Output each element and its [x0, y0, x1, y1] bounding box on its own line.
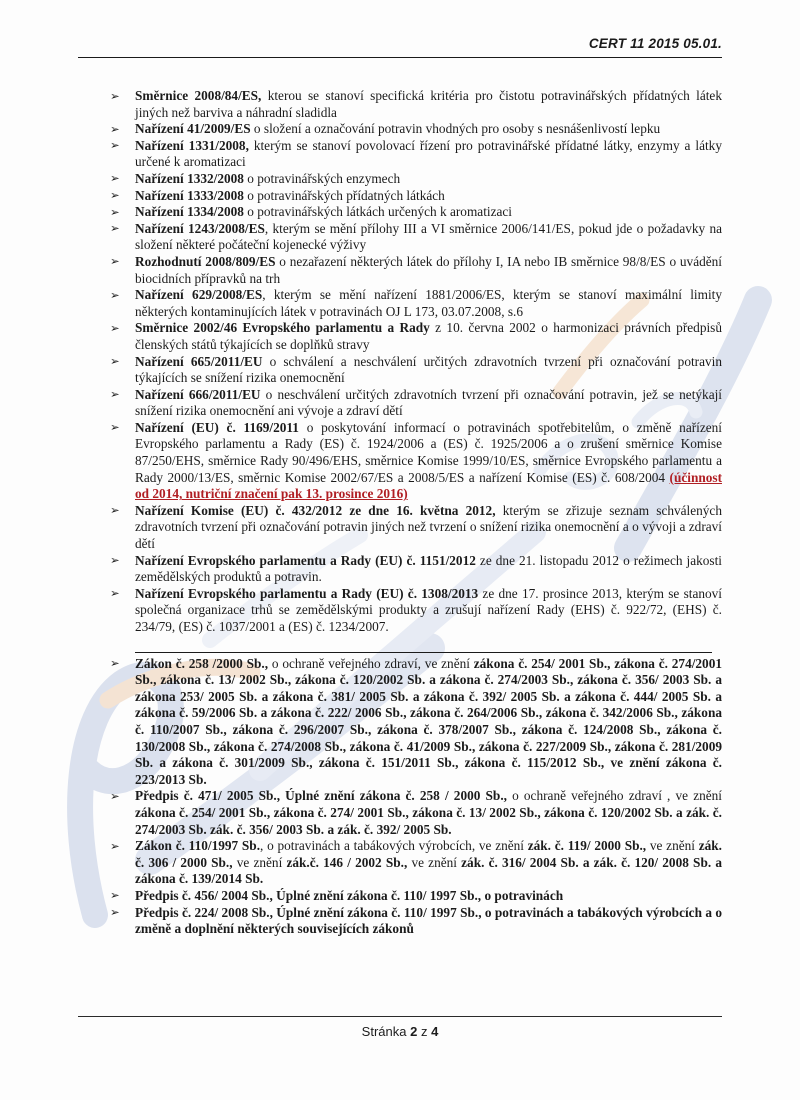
item-text: Nařízení 1331/2008, kterým se stanoví povolovací řízení pro potravinářské přídatné látky, enzymy a látky určené k aromatizaci: [135, 137, 722, 170]
item-text: Nařízení 1333/2008 o potravinářských přídatných látkách: [135, 187, 445, 203]
arrow-bullet-icon: ➢: [110, 171, 120, 186]
regulation-list: [78, 88, 722, 938]
item-text: Nařízení 1243/2008/ES, kterým se mění přílohy III a VI směrnice 2006/141/ES, pokud jde o požadavky na složení některé počáteční kojenecké výživy: [135, 220, 723, 253]
page-of-word: z: [420, 1024, 428, 1039]
arrow-bullet-icon: ➢: [110, 888, 120, 903]
footer: [78, 1016, 722, 1039]
list-item: [78, 387, 722, 420]
arrow-bullet-icon: ➢: [110, 138, 120, 153]
item-text: Nařízení 666/2011/EU o neschválení určitých zdravotních tvrzení při označování potravin, jež se netýkají snížení rizika onemocnění ani vývoje a zdraví dětí: [135, 386, 722, 419]
header: [78, 36, 722, 58]
arrow-bullet-icon: ➢: [110, 221, 120, 236]
item-text: Nařízení (EU) č. 1169/2011 o poskytování informací o potravinách spotřebitelům, o změně nařízení Evropského parlamentu a Rady (ES) č. 1924/2006 a (ES) č. 1925/2006 a o zrušení směrnice Komise 87/250/EHS, směrnice Rady 90/496/EHS, směrnice Komise 1999/10/ES, směrnice Evropského parlamentu a Rady 2000/13/ES, směrnic Komise 2002/67/ES a 2008/5/ES a nařízení Komise (ES) č. 608/2004 (účinnost od 2014, nutriční značení pak 13. prosince 2016): [135, 419, 723, 502]
list-item: [78, 254, 722, 287]
arrow-bullet-icon: ➢: [110, 121, 120, 136]
page-total: 4: [431, 1024, 439, 1039]
list-item: [78, 171, 722, 188]
item-text: Nařízení 1334/2008 o potravinářských látkách určených k aromatizaci: [135, 204, 512, 220]
list-item: [78, 287, 722, 320]
arrow-bullet-icon: ➢: [110, 586, 120, 601]
arrow-bullet-icon: ➢: [110, 553, 120, 568]
arrow-bullet-icon: ➢: [110, 387, 120, 402]
arrow-bullet-icon: ➢: [110, 420, 120, 435]
item-text: Rozhodnutí 2008/809/ES o nezařazení některých látek do přílohy I, IA nebo IB směrnice 98/8/ES o uvádění biocidních přípravků na trh: [135, 253, 722, 286]
page-number: 2: [410, 1024, 418, 1039]
list-item: [78, 838, 722, 888]
list-item: [78, 121, 722, 138]
arrow-bullet-icon: ➢: [110, 838, 120, 853]
arrow-bullet-icon: ➢: [110, 354, 120, 368]
arrow-bullet-icon: ➢: [110, 503, 120, 518]
list-item: [78, 553, 722, 586]
list-item: [78, 905, 722, 938]
page-label: Stránka: [361, 1024, 407, 1039]
item-text: Nařízení 1332/2008 o potravinářských enzymech: [135, 170, 401, 186]
list-item: [78, 420, 722, 503]
arrow-bullet-icon: ➢: [110, 188, 120, 203]
list-item: [78, 221, 722, 254]
item-text: Předpis č. 224/ 2008 Sb., Úplné znění zákona č. 110/ 1997 Sb., o potravinách a tabákových výrobcích a o změně a doplnění některých souvisejících zákonů: [135, 904, 722, 937]
list-item: [78, 138, 722, 171]
list-item: [78, 188, 722, 205]
item-text: Nařízení Komise (EU) č. 432/2012 ze dne 16. května 2012, kterým se zřizuje seznam schválených zdravotních tvrzení při označování potravin jiných než tvrzení o snížení rizika onemocnění a o vývoji a zdraví dětí: [135, 502, 722, 552]
arrow-bullet-icon: ➢: [110, 905, 120, 919]
item-text: Nařízení Evropského parlamentu a Rady (EU) č. 1308/2013 ze dne 17. prosince 2013, kterým se stanoví společná organizace trhů se zemědělskými produkty a zrušují nařízení Rady (EHS) č. 922/72, (EHS) č. 234/79, (ES) č. 1037/2001 a (ES) č. 1234/2007.: [135, 585, 722, 634]
item-text: Zákon č. 110/1997 Sb., o potravinách a tabákových výrobcích, ve znění zák. č. 119/ 2000 Sb., ve znění zák. č. 306 / 2000 Sb., ve znění zák.č. 146 / 2002 Sb., ve znění zák. č. 316/ 2004 Sb. a zák. č. 120/ 2008 Sb. a zákona č. 139/2014 Sb.: [135, 838, 722, 887]
item-text: Směrnice 2008/84/ES, kterou se stanoví specifická kritéria pro čistotu potravinářských přídatných látek jiných než barviva a náhradní sladidla: [135, 88, 722, 120]
item-text: Nařízení 665/2011/EU o schválení a neschválení určitých zdravotních tvrzení při označování potravin týkajících se snížení rizika onemocnění: [135, 353, 722, 386]
arrow-bullet-icon: ➢: [110, 88, 120, 103]
list-item: [78, 88, 722, 121]
item-text: Nařízení 41/2009/ES o složení a označování potravin vhodných pro osoby s nesnášenlivostí lepku: [135, 121, 661, 137]
list-item: [78, 320, 722, 353]
list-item: [78, 354, 722, 387]
arrow-bullet-icon: ➢: [110, 788, 120, 803]
item-text: Nařízení Evropského parlamentu a Rady (EU) č. 1151/2012 ze dne 21. listopadu 2012 o režimech jakosti zemědělských produktů a potravin.: [135, 552, 722, 585]
arrow-bullet-icon: ➢: [110, 254, 120, 269]
item-text: Směrnice 2002/46 Evropského parlamentu a Rady z 10. června 2002 o harmonizaci právních předpisů členských států týkajících se doplňků stravy: [135, 320, 722, 352]
list-item: [78, 586, 722, 636]
document-code: CERT 11 2015 05.01.: [588, 36, 722, 51]
list-item: [78, 656, 722, 789]
list-item: [78, 788, 722, 838]
list-item: [78, 503, 722, 553]
list-item: [78, 204, 722, 221]
arrow-bullet-icon: ➢: [110, 320, 120, 335]
item-text: Předpis č. 471/ 2005 Sb., Úplné znění zákona č. 258 / 2000 Sb., o ochraně veřejného zdraví , ve znění zákona č. 254/ 2001 Sb., zákona č. 274/ 2001 Sb., zákona č. 13/ 2002 Sb., zákona č. 120/2002 Sb. a zák. č. 274/2003 Sb. zák. č. 356/ 2003 Sb. a zák. č. 392/ 2005 Sb.: [135, 788, 723, 837]
arrow-bullet-icon: ➢: [110, 287, 120, 302]
arrow-bullet-icon: ➢: [110, 204, 120, 219]
list-item: [78, 888, 722, 905]
item-text: Předpis č. 456/ 2004 Sb., Úplné znění zákona č. 110/ 1997 Sb., o potravinách: [135, 887, 564, 903]
item-text: Zákon č. 258 /2000 Sb., o ochraně veřejného zdraví, ve znění zákona č. 254/ 2001 Sb., zákona č. 274/2001 Sb., zákona č. 13/ 2002 Sb., zákona č. 120/2002 Sb. a zákona č. 274/2003 Sb., zákona č. 356/ 2003 Sb. a zákona 253/ 2005 Sb. a zákona č. 381/ 2005 Sb. a zákona č. 392/ 2005 Sb. a zákona č. 444/ 2005 Sb. a zákona č. 59/2006 Sb. a zákona č. 222/ 2006 Sb., zákona č. 264/2006 Sb., zákona č. 342/2006 Sb., zákona č. 110/2007 Sb., zákona č. 296/2007 Sb., zákona č. 378/2007 Sb., zákona č. 124/2008 Sb., zákona č. 130/2008 Sb., zákona č. 274/2008 Sb., zákona č. 41/2009 Sb., zákona č. 227/2009 Sb., zákona č. 281/2009 Sb. a zákona č. 301/2009 Sb., zákona č. 151/2011 Sb., zákona č. 115/2012 Sb., ve znění zákona č. 223/2013 Sb.: [135, 655, 723, 787]
item-text: Nařízení 629/2008/ES, kterým se mění nařízení 1881/2006/ES, kterým se stanoví maximální limity některých kontaminujících látek v potravinách OJ L 173, 03.07.2008, s.6: [135, 287, 722, 319]
arrow-bullet-icon: ➢: [110, 656, 120, 671]
section-divider: [135, 652, 712, 653]
